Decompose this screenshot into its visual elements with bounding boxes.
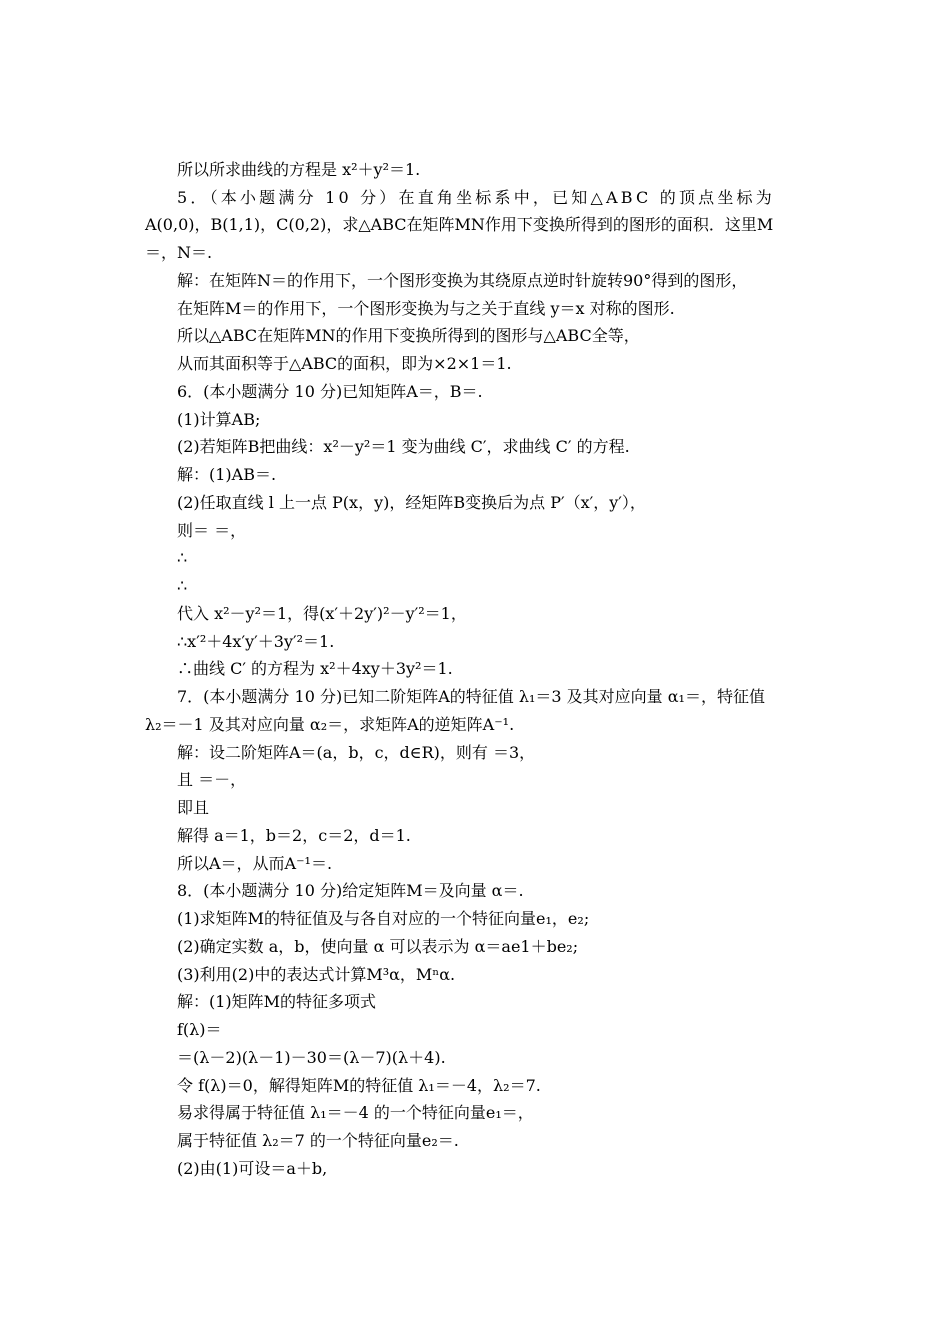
text-line: (2)任取直线 l 上一点 P(x，y)，经矩阵B变换后为点 P′（x′，y′）， bbox=[177, 493, 646, 512]
text-line: 所以所求曲线的方程是 x²＋y²＝1. bbox=[177, 160, 421, 179]
text-line: 解：在矩阵N＝的作用下，一个图形变换为其绕原点逆时针旋转90°得到的图形， bbox=[177, 271, 748, 290]
text-line: (3)利用(2)中的表达式计算M³α，Mⁿα. bbox=[177, 965, 456, 984]
text-line: (2)若矩阵B把曲线：x²－y²＝1 变为曲线 C′，求曲线 C′ 的方程. bbox=[177, 437, 630, 456]
text-line: f(λ)＝ bbox=[177, 1020, 222, 1039]
text-line: 且 ＝－， bbox=[177, 770, 247, 789]
text-line: 代入 x²－y²＝1，得(x′＋2y′)²－y′²＝1， bbox=[177, 604, 467, 623]
text-line: 解：(1)矩阵M的特征多项式 bbox=[177, 992, 377, 1011]
text-line: ∴曲线 C′ 的方程为 x²＋4xy＋3y²＝1. bbox=[177, 659, 453, 678]
problem-5-heading: 5．（本小题满分 10 分）在直角坐标系中，已知△ABC 的顶点坐标为 bbox=[177, 188, 775, 207]
text-line: 在矩阵M＝的作用下，一个图形变换为与之关于直线 y＝x 对称的图形. bbox=[177, 299, 675, 318]
text-line: A(0,0)，B(1,1)，C(0,2)，求△ABC在矩阵MN作用下变换所得到的图形的面积．这里M bbox=[145, 215, 774, 234]
text-line: 解：设二阶矩阵A＝(a，b，c，d∈R)，则有 ＝3， bbox=[177, 743, 536, 762]
text-line: 解得 a＝1，b＝2，c＝2，d＝1. bbox=[177, 826, 411, 845]
text-line: λ₂＝－1 及其对应向量 α₂＝，求矩阵A的逆矩阵A⁻¹. bbox=[145, 715, 515, 734]
text-line: ∴ bbox=[177, 576, 188, 595]
text-line: ∴x′²＋4x′y′＋3y′²＝1. bbox=[177, 632, 335, 651]
problem-8-heading: 8．(本小题满分 10 分)给定矩阵M＝及向量 α＝. bbox=[177, 881, 524, 900]
text-line: ＝(λ－2)(λ－1)－30＝(λ－7)(λ＋4). bbox=[177, 1048, 446, 1067]
text-line: 所以△ABC在矩阵MN的作用下变换所得到的图形与△ABC全等， bbox=[177, 326, 640, 345]
text-line: 易求得属于特征值 λ₁＝－4 的一个特征向量e₁＝， bbox=[177, 1103, 534, 1122]
text-line: (2)确定实数 a，b，使向量 α 可以表示为 α＝ae1＋be₂; bbox=[177, 937, 579, 956]
problem-7-heading: 7．(本小题满分 10 分)已知二阶矩阵A的特征值 λ₁＝3 及其对应向量 α₁＝，特征值 bbox=[177, 687, 765, 706]
text-line: ＝，N＝. bbox=[145, 243, 213, 262]
text-line: (1)求矩阵M的特征值及与各自对应的一个特征向量e₁，e₂; bbox=[177, 909, 590, 928]
text-line: 属于特征值 λ₂＝7 的一个特征向量e₂＝. bbox=[177, 1131, 459, 1150]
text-line: 所以A＝，从而A⁻¹＝. bbox=[177, 854, 333, 873]
problem-6-heading: 6．(本小题满分 10 分)已知矩阵A＝，B＝. bbox=[177, 382, 483, 401]
text-line: 解：(1)AB＝. bbox=[177, 465, 277, 484]
text-line: (1)计算AB; bbox=[177, 410, 261, 429]
text-line: 即且 bbox=[177, 798, 210, 817]
text-line: 令 f(λ)＝0，解得矩阵M的特征值 λ₁＝－4，λ₂＝7. bbox=[177, 1076, 541, 1095]
text-line: 则＝ ＝， bbox=[177, 521, 247, 540]
text-line: 从而其面积等于△ABC的面积，即为×2×1＝1. bbox=[177, 354, 512, 373]
text-line: (2)由(1)可设＝a＋b, bbox=[177, 1159, 328, 1178]
text-line: ∴ bbox=[177, 548, 188, 567]
